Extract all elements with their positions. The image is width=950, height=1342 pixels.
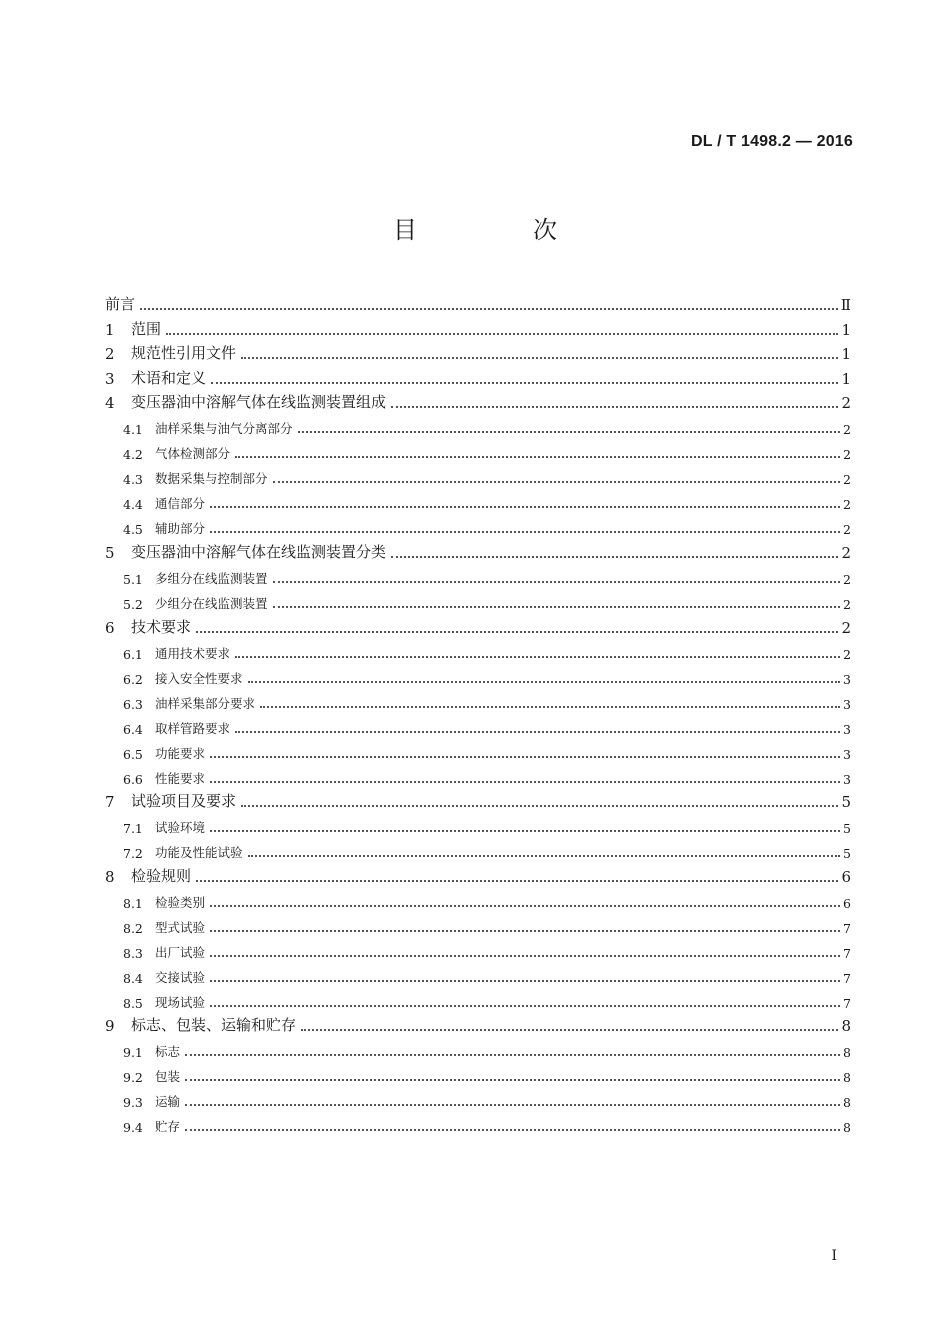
dot-leader: [273, 481, 840, 483]
dot-leader: [273, 606, 840, 608]
toc-entry[interactable]: [105, 612, 851, 637]
toc-entry-number: 8.2: [123, 920, 143, 936]
toc-entry-number: 4.5: [123, 522, 143, 538]
toc-entry-number: 7.1: [123, 821, 143, 837]
toc-entry-number: 8.3: [123, 945, 143, 961]
toc-entry[interactable]: [105, 1110, 851, 1135]
toc-entry-number: 6.5: [123, 746, 143, 762]
toc-entry-title: 少组分在线监测装置: [155, 595, 268, 611]
dot-leader: [210, 531, 840, 533]
toc-entry-title: 油样采集与油气分离部分: [155, 421, 293, 437]
toc-entry[interactable]: [105, 587, 851, 612]
toc-entry-page: 2: [841, 543, 851, 562]
dot-leader: [185, 1129, 840, 1131]
toc-entry[interactable]: [105, 314, 851, 339]
toc-entry-number: 4.1: [123, 422, 143, 438]
dot-leader: [185, 1079, 840, 1081]
toc-entry-title: 接入安全性要求: [155, 670, 243, 686]
toc-entry-page: 3: [843, 771, 851, 787]
toc-entry-number: 2: [105, 345, 115, 364]
toc-entry-title: 多组分在线监测装置: [155, 570, 268, 586]
toc-entry-title: 试验项目及要求: [131, 792, 237, 811]
toc-entry-title: 变压器油中溶解气体在线监测装置分类: [131, 542, 387, 561]
toc-entry-number: 8.1: [123, 895, 143, 911]
toc-entry-number: 6.1: [123, 646, 143, 662]
dot-leader: [248, 855, 840, 857]
toc-entry-page: 1: [841, 345, 851, 364]
toc-entry[interactable]: [105, 911, 851, 936]
page-title: 目 次: [393, 216, 603, 244]
toc-entry-title: 检验规则: [131, 866, 192, 885]
toc-entry-title: 气体检测部分: [155, 446, 231, 462]
toc-entry[interactable]: [105, 936, 851, 961]
toc-entry-title: 通用技术要求: [155, 645, 231, 661]
toc-entry[interactable]: [105, 363, 851, 388]
toc-entry-number: 4.4: [123, 497, 143, 513]
toc-entry[interactable]: [105, 687, 851, 712]
dot-leader: [391, 556, 838, 558]
toc-entry[interactable]: [105, 1035, 851, 1060]
toc-entry-title: 术语和定义: [131, 368, 207, 387]
toc-entry-title: 型式试验: [155, 919, 206, 935]
toc-entry-page: 5: [841, 793, 851, 812]
toc-entry-number: 9.1: [123, 1045, 143, 1061]
toc-entry-number: 6: [105, 618, 115, 637]
toc-entry-page: 8: [843, 1070, 851, 1086]
toc-entry-title: 标志、包装、运输和贮存: [131, 1016, 297, 1035]
toc-entry-number: 5.2: [123, 596, 143, 612]
toc-entry-page: 2: [843, 571, 851, 587]
dot-leader: [210, 930, 840, 932]
toc-entry-page: 8: [843, 1120, 851, 1136]
dot-leader: [166, 333, 838, 335]
dot-leader: [235, 656, 840, 658]
toc-entry-title: 辅助部分: [155, 521, 206, 537]
dot-leader: [210, 756, 840, 758]
toc-entry-number: 4.2: [123, 447, 143, 463]
toc-entry-number: 1: [105, 320, 115, 339]
dot-leader: [211, 382, 838, 384]
toc-entry-title: 交接试验: [155, 969, 206, 985]
toc-entry-page: 3: [843, 721, 851, 737]
toc-entry-number: 3: [105, 369, 115, 388]
toc-entry-title: 范围: [131, 319, 162, 338]
dot-leader: [210, 781, 840, 783]
toc-entry[interactable]: [105, 537, 851, 562]
toc-entry-page: 1: [841, 369, 851, 388]
toc-entry-page: 6: [843, 895, 851, 911]
toc-entry-number: 5: [105, 543, 115, 562]
toc-entry[interactable]: [105, 412, 851, 437]
dot-leader: [140, 308, 838, 310]
dot-leader: [210, 1005, 840, 1007]
toc-entry[interactable]: [105, 487, 851, 512]
dot-leader: [210, 830, 840, 832]
toc-entry-title: 运输: [155, 1094, 181, 1110]
toc-entry[interactable]: [105, 762, 851, 787]
toc-entry[interactable]: [105, 388, 851, 413]
dot-leader: [235, 731, 840, 733]
toc-entry[interactable]: [105, 737, 851, 762]
toc-entry-page: 7: [843, 970, 851, 986]
dot-leader: [391, 406, 838, 408]
toc-entry-page: 8: [843, 1095, 851, 1111]
toc-entry[interactable]: [105, 861, 851, 886]
toc-entry[interactable]: [105, 437, 851, 462]
toc-entry-title: 功能及性能试验: [155, 845, 243, 861]
toc-entry-page: 8: [841, 1017, 851, 1036]
dot-leader: [241, 357, 838, 359]
toc-entry-title: 技术要求: [131, 617, 192, 636]
toc-entry[interactable]: [105, 986, 851, 1011]
toc-entry-page: 5: [843, 846, 851, 862]
toc-entry-title: 现场试验: [155, 994, 206, 1010]
toc-entry[interactable]: [105, 1011, 851, 1036]
toc-entry[interactable]: [105, 1085, 851, 1110]
page-number: I: [831, 1248, 837, 1264]
toc-entry[interactable]: [105, 562, 851, 587]
toc-entry-title: 试验环境: [155, 820, 206, 836]
toc-entry-page: 6: [841, 867, 851, 886]
dot-leader: [210, 955, 840, 957]
toc-entry-page: 7: [843, 920, 851, 936]
toc-entry-number: 4: [105, 394, 115, 413]
toc-entry-page: 2: [843, 472, 851, 488]
toc-entry[interactable]: [105, 462, 851, 487]
toc-entry-page: 2: [843, 497, 851, 513]
toc-entry-number: 9.3: [123, 1095, 143, 1111]
toc-entry-number: 9.4: [123, 1120, 143, 1136]
toc-entry-title: 功能要求: [155, 745, 206, 761]
toc-entry-title: 通信部分: [155, 496, 206, 512]
toc-entry-title: 检验类别: [155, 894, 206, 910]
dot-leader: [248, 681, 840, 683]
dot-leader: [301, 1029, 838, 1031]
toc-entry[interactable]: [105, 787, 851, 812]
toc-entry-number: 6.4: [123, 721, 143, 737]
toc-entry-page: 3: [843, 746, 851, 762]
toc-entry-page: 5: [843, 821, 851, 837]
dot-leader: [196, 631, 838, 633]
toc-entry-number: 9: [105, 1017, 115, 1036]
toc-entry-title: 出厂试验: [155, 944, 206, 960]
toc-entry-page: 2: [843, 522, 851, 538]
toc-entry-page: 2: [843, 422, 851, 438]
dot-leader: [235, 456, 840, 458]
toc-entry-number: 8.5: [123, 995, 143, 1011]
toc-entry-title: 变压器油中溶解气体在线监测装置组成: [131, 393, 387, 412]
toc-entry-page: 3: [843, 696, 851, 712]
toc-entry-title: 前言: [105, 295, 136, 313]
toc-entry-title: 取样管路要求: [155, 720, 231, 736]
dot-leader: [210, 506, 840, 508]
toc-entry-page: 3: [843, 671, 851, 687]
dot-leader: [196, 880, 838, 882]
toc-entry-page: 2: [841, 618, 851, 637]
dot-leader: [298, 431, 840, 433]
toc-entry-title: 油样采集部分要求: [155, 695, 256, 711]
toc-entry-title: 标志: [155, 1044, 181, 1060]
dot-leader: [210, 980, 840, 982]
toc-entry[interactable]: [105, 339, 851, 364]
toc-entry-page: 2: [843, 646, 851, 662]
toc-entry-number: 6.6: [123, 771, 143, 787]
toc-entry-page: 2: [843, 596, 851, 612]
table-of-contents: [105, 288, 851, 1135]
dot-leader: [210, 905, 840, 907]
toc-entry-number: 6.2: [123, 671, 143, 687]
toc-entry-page: 7: [843, 945, 851, 961]
toc-entry[interactable]: [105, 662, 851, 687]
toc-entry-title: 性能要求: [155, 770, 206, 786]
standard-code: DL / T 1498.2 — 2016: [690, 133, 853, 150]
toc-entry-page: 8: [843, 1045, 851, 1061]
toc-entry-page: 2: [843, 447, 851, 463]
toc-entry[interactable]: [105, 1060, 851, 1085]
toc-entry-number: 9.2: [123, 1070, 143, 1086]
toc-entry-number: 4.3: [123, 472, 143, 488]
toc-entry-page: 7: [843, 995, 851, 1011]
toc-entry-number: 7.2: [123, 846, 143, 862]
toc-entry-page: 1: [841, 320, 851, 339]
dot-leader: [260, 706, 840, 708]
toc-entry-title: 规范性引用文件: [131, 344, 237, 363]
toc-entry-page: 2: [841, 394, 851, 413]
toc-entry[interactable]: [105, 961, 851, 986]
toc-entry[interactable]: [105, 712, 851, 737]
dot-leader: [185, 1054, 840, 1056]
dot-leader: [185, 1104, 840, 1106]
toc-entry[interactable]: [105, 512, 851, 537]
toc-entry-title: 贮存: [155, 1119, 181, 1135]
toc-entry-number: 6.3: [123, 696, 143, 712]
toc-entry-page: Ⅱ: [840, 296, 851, 314]
toc-entry[interactable]: [105, 836, 851, 861]
toc-entry[interactable]: [105, 811, 851, 836]
toc-entry-title: 数据采集与控制部分: [155, 471, 268, 487]
dot-leader: [273, 581, 840, 583]
dot-leader: [241, 805, 838, 807]
toc-entry[interactable]: [105, 637, 851, 662]
toc-entry-number: 8: [105, 867, 115, 886]
toc-entry-title: 包装: [155, 1069, 181, 1085]
toc-entry-number: 8.4: [123, 970, 143, 986]
toc-entry-number: 5.1: [123, 571, 143, 587]
toc-entry-number: 7: [105, 793, 115, 812]
toc-entry[interactable]: [105, 288, 851, 314]
toc-entry[interactable]: [105, 886, 851, 911]
